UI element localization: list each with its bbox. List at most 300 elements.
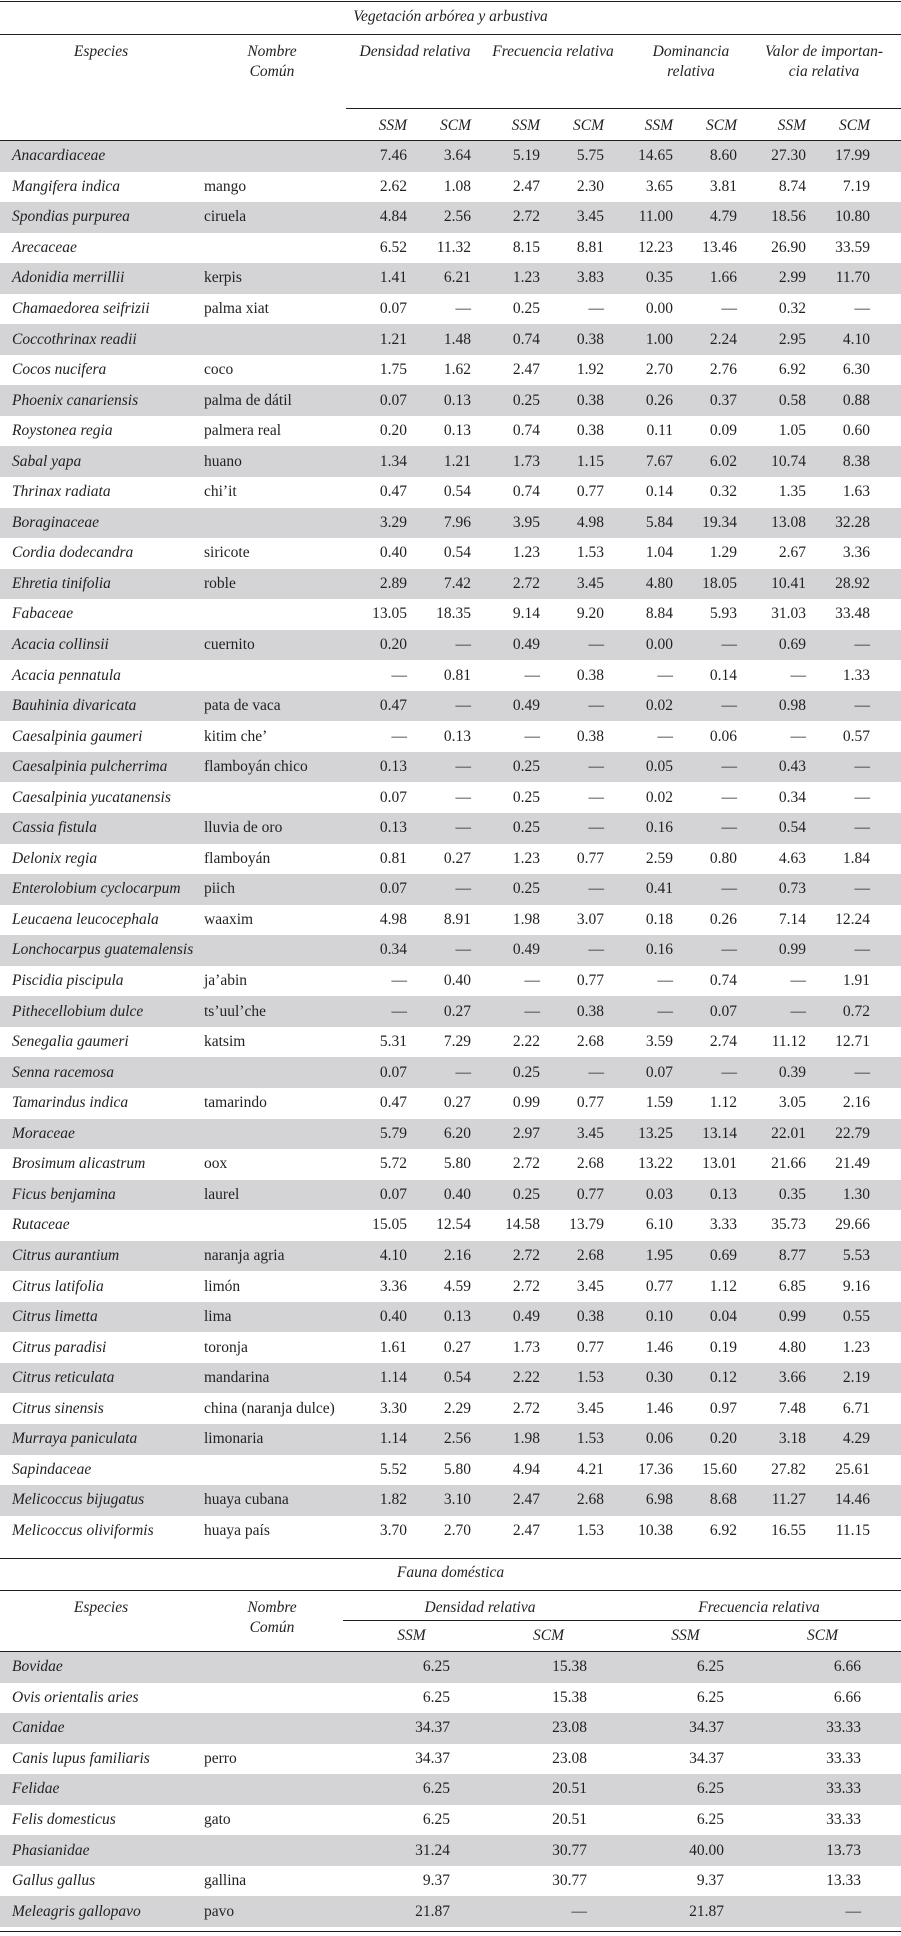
species-cell: Acacia collinsii bbox=[12, 636, 109, 654]
value-cell: 0.25 bbox=[512, 819, 540, 837]
species-cell: Pithecellobium dulce bbox=[12, 1002, 144, 1020]
top-rule bbox=[0, 1, 901, 2]
table-row bbox=[0, 1332, 901, 1363]
table-row bbox=[0, 844, 901, 875]
value-cell: 1.29 bbox=[709, 544, 737, 562]
value-cell: 0.13 bbox=[443, 1308, 471, 1326]
value-cell: 10.80 bbox=[835, 208, 870, 226]
value-cell: — bbox=[455, 941, 471, 959]
value-cell: 0.07 bbox=[709, 1002, 737, 1020]
value-cell: 0.38 bbox=[576, 727, 604, 745]
value-cell: — bbox=[854, 880, 870, 898]
value-cell: 2.47 bbox=[512, 361, 540, 379]
species-cell: Boraginaceae bbox=[12, 513, 99, 531]
value-cell: — bbox=[721, 880, 737, 898]
value-cell: 30.77 bbox=[552, 1872, 587, 1890]
value-cell: 1.46 bbox=[645, 1399, 673, 1417]
common-name-cell bbox=[202, 935, 346, 966]
value-cell: 1.04 bbox=[645, 544, 673, 562]
value-cell: — bbox=[721, 1063, 737, 1081]
species-cell: Citrus reticulata bbox=[12, 1369, 115, 1387]
value-cell: 3.30 bbox=[379, 1399, 407, 1417]
species-cell: Moraceae bbox=[12, 1124, 75, 1142]
common-name-cell: flamboyán bbox=[204, 849, 271, 867]
table-row bbox=[0, 1805, 901, 1836]
value-cell: 1.30 bbox=[842, 1185, 870, 1203]
value-cell: — bbox=[524, 1002, 540, 1020]
value-cell: 2.22 bbox=[512, 1369, 540, 1387]
value-cell: — bbox=[588, 697, 604, 715]
value-cell: 0.06 bbox=[645, 1430, 673, 1448]
value-cell: 27.30 bbox=[771, 147, 806, 165]
table-row bbox=[0, 782, 901, 813]
value-cell: 3.45 bbox=[576, 1399, 604, 1417]
value-cell: 8.38 bbox=[842, 452, 870, 470]
value-cell: — bbox=[588, 880, 604, 898]
value-cell: 0.34 bbox=[778, 788, 806, 806]
value-cell: 0.54 bbox=[443, 544, 471, 562]
species-cell: Melicoccus oliviformis bbox=[12, 1521, 154, 1539]
value-cell: 31.24 bbox=[415, 1841, 450, 1859]
species-cell: Melicoccus bijugatus bbox=[12, 1491, 145, 1509]
value-cell: 0.27 bbox=[443, 1094, 471, 1112]
value-cell: 5.80 bbox=[443, 1155, 471, 1173]
value-cell: 1.73 bbox=[512, 1338, 540, 1356]
value-cell: 4.84 bbox=[379, 208, 407, 226]
value-cell: 1.14 bbox=[379, 1369, 407, 1387]
value-cell: 33.33 bbox=[826, 1780, 861, 1798]
value-cell: 1.46 bbox=[645, 1338, 673, 1356]
value-cell: 15.60 bbox=[702, 1460, 737, 1478]
value-cell: 3.65 bbox=[645, 177, 673, 195]
value-cell: 0.77 bbox=[576, 972, 604, 990]
value-cell: — bbox=[721, 788, 737, 806]
value-cell: — bbox=[721, 697, 737, 715]
table-row bbox=[0, 172, 901, 203]
value-cell: 0.77 bbox=[576, 483, 604, 501]
common-name-cell bbox=[202, 508, 346, 539]
species-cell: Felidae bbox=[12, 1780, 60, 1798]
value-cell: 0.19 bbox=[709, 1338, 737, 1356]
common-name-cell: palma de dátil bbox=[204, 391, 292, 409]
vegetation-subheader bbox=[0, 112, 901, 140]
value-cell: 0.80 bbox=[709, 849, 737, 867]
species-cell: Anacardiaceae bbox=[12, 147, 106, 165]
common-name-cell: kitim che’ bbox=[204, 727, 268, 745]
common-name-cell: lluvia de oro bbox=[204, 819, 283, 837]
value-cell: 5.84 bbox=[645, 513, 673, 531]
value-cell: — bbox=[790, 1002, 806, 1020]
value-cell: 2.30 bbox=[576, 177, 604, 195]
value-cell: 1.59 bbox=[645, 1094, 673, 1112]
value-cell: 1.92 bbox=[576, 361, 604, 379]
value-cell: 33.59 bbox=[835, 238, 870, 256]
value-cell: — bbox=[391, 972, 407, 990]
value-cell: 0.40 bbox=[379, 1308, 407, 1326]
value-cell: 18.05 bbox=[702, 574, 737, 592]
value-cell: 3.36 bbox=[379, 1277, 407, 1295]
value-cell: — bbox=[721, 941, 737, 959]
table-row bbox=[0, 1516, 901, 1547]
common-name-cell: china (naranja dulce) bbox=[204, 1399, 335, 1417]
value-cell: 6.02 bbox=[709, 452, 737, 470]
value-cell: 4.63 bbox=[778, 849, 806, 867]
value-cell: 3.45 bbox=[576, 1124, 604, 1142]
common-name-cell: ciruela bbox=[204, 208, 247, 226]
value-cell: 0.55 bbox=[842, 1308, 870, 1326]
table-row bbox=[0, 1713, 901, 1744]
table-row bbox=[0, 202, 901, 233]
value-cell: 7.67 bbox=[645, 452, 673, 470]
value-cell: 3.70 bbox=[379, 1521, 407, 1539]
value-cell: 3.45 bbox=[576, 1277, 604, 1295]
value-cell: — bbox=[455, 1063, 471, 1081]
value-cell: 0.77 bbox=[576, 1185, 604, 1203]
value-cell: — bbox=[721, 300, 737, 317]
value-cell: 3.45 bbox=[576, 208, 604, 226]
value-cell: 10.41 bbox=[771, 574, 806, 592]
value-cell: 34.37 bbox=[415, 1749, 450, 1767]
species-cell: Caesalpinia yucatanensis bbox=[12, 788, 171, 806]
value-cell: 34.37 bbox=[689, 1719, 724, 1737]
value-cell: 2.47 bbox=[512, 1491, 540, 1509]
value-cell: 33.33 bbox=[826, 1749, 861, 1767]
value-cell: 11.12 bbox=[771, 1033, 806, 1051]
value-cell: 10.74 bbox=[771, 452, 806, 470]
value-cell: — bbox=[588, 300, 604, 317]
value-cell: 26.90 bbox=[771, 238, 806, 256]
common-name-cell: mango bbox=[204, 177, 247, 195]
value-cell: 13.22 bbox=[638, 1155, 673, 1173]
value-cell: — bbox=[455, 636, 471, 654]
value-cell: 0.74 bbox=[512, 483, 540, 501]
table-row bbox=[0, 1835, 901, 1866]
table-row bbox=[0, 905, 901, 936]
value-cell: 5.79 bbox=[379, 1124, 407, 1142]
value-cell: 0.99 bbox=[512, 1094, 540, 1112]
common-name-cell bbox=[202, 1455, 346, 1486]
value-cell: 1.14 bbox=[379, 1430, 407, 1448]
value-cell: 0.07 bbox=[379, 391, 407, 409]
sub-scm: SCM bbox=[573, 117, 604, 134]
value-cell: 0.40 bbox=[379, 544, 407, 562]
value-cell: 0.18 bbox=[645, 910, 673, 928]
value-cell: 12.54 bbox=[436, 1216, 471, 1234]
value-cell: — bbox=[790, 972, 806, 990]
value-cell: 6.66 bbox=[833, 1688, 861, 1706]
common-name-cell: limonaria bbox=[204, 1430, 264, 1448]
value-cell: 0.27 bbox=[443, 849, 471, 867]
value-cell: 4.94 bbox=[512, 1460, 540, 1478]
value-cell: 2.22 bbox=[512, 1033, 540, 1051]
value-cell: 12.24 bbox=[835, 910, 870, 928]
value-cell: 12.23 bbox=[638, 238, 673, 256]
value-cell: 1.75 bbox=[379, 361, 407, 379]
value-cell: 2.70 bbox=[645, 361, 673, 379]
value-cell: 0.20 bbox=[379, 422, 407, 440]
value-cell: 0.38 bbox=[576, 330, 604, 348]
value-cell: 8.68 bbox=[709, 1491, 737, 1509]
value-cell: 0.10 bbox=[645, 1308, 673, 1326]
value-cell: 3.07 bbox=[576, 910, 604, 928]
value-cell: — bbox=[657, 666, 673, 684]
value-cell: 14.46 bbox=[835, 1491, 870, 1509]
value-cell: 1.53 bbox=[576, 1521, 604, 1539]
value-cell: — bbox=[854, 697, 870, 715]
value-cell: 0.02 bbox=[645, 788, 673, 806]
value-cell: 0.07 bbox=[379, 1063, 407, 1081]
value-cell: 1.05 bbox=[778, 422, 806, 440]
value-cell: 1.23 bbox=[512, 544, 540, 562]
fauna-header-species: Especies bbox=[73, 1599, 129, 1616]
value-cell: 3.18 bbox=[778, 1430, 806, 1448]
value-cell: 0.20 bbox=[379, 636, 407, 654]
value-cell: 0.38 bbox=[576, 422, 604, 440]
value-cell: 3.33 bbox=[709, 1216, 737, 1234]
species-cell: Canidae bbox=[12, 1719, 65, 1737]
table-row bbox=[0, 691, 901, 722]
value-cell: — bbox=[657, 727, 673, 745]
value-cell: 21.87 bbox=[689, 1902, 724, 1920]
table-row bbox=[0, 1424, 901, 1455]
value-cell: 1.63 bbox=[842, 483, 870, 501]
value-cell: 23.08 bbox=[552, 1749, 587, 1767]
species-cell: Piscidia piscipula bbox=[12, 972, 124, 990]
value-cell: 3.29 bbox=[379, 513, 407, 531]
species-cell: Citrus latifolia bbox=[12, 1277, 104, 1295]
table-row bbox=[0, 477, 901, 508]
fauna-header-density: Densidad relativa bbox=[424, 1599, 536, 1616]
table-row bbox=[0, 1057, 901, 1088]
value-cell: 2.74 bbox=[709, 1033, 737, 1051]
species-cell: Tamarindus indica bbox=[12, 1094, 129, 1112]
value-cell: 0.98 bbox=[778, 697, 806, 715]
value-cell: 1.34 bbox=[379, 452, 407, 470]
value-cell: 1.53 bbox=[576, 1369, 604, 1387]
value-cell: 0.13 bbox=[379, 819, 407, 837]
value-cell: 11.70 bbox=[835, 269, 870, 287]
value-cell: 5.19 bbox=[512, 147, 540, 165]
value-cell: 4.79 bbox=[709, 208, 737, 226]
value-cell: 2.59 bbox=[645, 849, 673, 867]
species-cell: Arecaceae bbox=[12, 238, 77, 256]
value-cell: 17.99 bbox=[835, 147, 870, 165]
value-cell: 0.07 bbox=[379, 880, 407, 898]
value-cell: 6.71 bbox=[842, 1399, 870, 1417]
value-cell: 33.48 bbox=[835, 605, 870, 623]
value-cell: 4.59 bbox=[443, 1277, 471, 1295]
value-cell: 0.05 bbox=[645, 758, 673, 776]
value-cell: 0.26 bbox=[709, 910, 737, 928]
value-cell: 0.14 bbox=[709, 666, 737, 684]
value-cell: 0.49 bbox=[512, 697, 540, 715]
species-cell: Bauhinia divaricata bbox=[12, 697, 137, 715]
value-cell: 15.05 bbox=[372, 1216, 407, 1234]
common-name-cell bbox=[202, 1713, 343, 1744]
value-cell: 7.48 bbox=[778, 1399, 806, 1417]
sub-scm: SCM bbox=[706, 117, 737, 134]
header-density: Densidad relativa bbox=[359, 43, 471, 60]
sub-scm: SCM bbox=[839, 117, 870, 134]
value-cell: 6.25 bbox=[422, 1658, 450, 1676]
table-row bbox=[0, 1485, 901, 1516]
value-cell: — bbox=[854, 941, 870, 959]
value-cell: — bbox=[455, 697, 471, 715]
value-cell: 6.10 bbox=[645, 1216, 673, 1234]
value-cell: 5.93 bbox=[709, 605, 737, 623]
value-cell: 40.00 bbox=[689, 1841, 724, 1859]
common-name-cell bbox=[202, 1835, 343, 1866]
table-row bbox=[0, 355, 901, 386]
value-cell: 0.77 bbox=[576, 849, 604, 867]
common-name-cell: palma xiat bbox=[204, 300, 269, 317]
value-cell: 0.13 bbox=[443, 391, 471, 409]
value-cell: 1.91 bbox=[842, 972, 870, 990]
value-cell: 0.38 bbox=[576, 1308, 604, 1326]
value-cell: 0.49 bbox=[512, 1308, 540, 1326]
common-name-cell: lima bbox=[204, 1308, 232, 1326]
value-cell: 3.66 bbox=[778, 1369, 806, 1387]
species-cell: Caesalpinia pulcherrima bbox=[12, 758, 168, 776]
value-cell: 2.19 bbox=[842, 1369, 870, 1387]
value-cell: 1.21 bbox=[379, 330, 407, 348]
value-cell: 2.72 bbox=[512, 574, 540, 592]
value-cell: 9.20 bbox=[576, 605, 604, 623]
common-name-cell bbox=[202, 1683, 343, 1714]
species-cell: Spondias purpurea bbox=[12, 208, 130, 226]
table-row bbox=[0, 1683, 901, 1714]
value-cell: 0.27 bbox=[443, 1002, 471, 1020]
value-cell: 0.81 bbox=[379, 849, 407, 867]
value-cell: — bbox=[391, 1002, 407, 1020]
value-cell: 0.41 bbox=[645, 880, 673, 898]
value-cell: 6.85 bbox=[778, 1277, 806, 1295]
species-cell: Cocos nucifera bbox=[12, 361, 107, 379]
header-frequency: Frecuencia relativa bbox=[492, 43, 614, 60]
value-cell: 0.47 bbox=[379, 483, 407, 501]
value-cell: 18.56 bbox=[771, 208, 806, 226]
value-cell: 13.05 bbox=[372, 605, 407, 623]
value-cell: — bbox=[657, 972, 673, 990]
value-cell: 9.16 bbox=[842, 1277, 870, 1295]
value-cell: 2.99 bbox=[778, 269, 806, 287]
value-cell: 0.06 bbox=[709, 727, 737, 745]
fauna-table-body bbox=[0, 1652, 901, 1927]
species-cell: Lonchocarpus guatemalensis bbox=[12, 941, 194, 959]
value-cell: 3.05 bbox=[778, 1094, 806, 1112]
value-cell: 1.53 bbox=[576, 544, 604, 562]
value-cell: — bbox=[854, 758, 870, 776]
value-cell: — bbox=[721, 636, 737, 654]
value-cell: 3.83 bbox=[576, 269, 604, 287]
common-name-cell: gato bbox=[204, 1811, 231, 1828]
value-cell: 2.56 bbox=[443, 1430, 471, 1448]
value-cell: 0.13 bbox=[379, 758, 407, 776]
common-name-cell: toronja bbox=[204, 1338, 248, 1356]
value-cell: 0.81 bbox=[443, 666, 471, 684]
value-cell: 2.72 bbox=[512, 1246, 540, 1264]
value-cell: — bbox=[588, 758, 604, 776]
value-cell: — bbox=[854, 1063, 870, 1081]
common-name-cell: naranja agria bbox=[204, 1246, 285, 1264]
table-row bbox=[0, 294, 901, 325]
table-row bbox=[0, 966, 901, 997]
common-name-cell: ja’abin bbox=[204, 972, 248, 990]
value-cell: 19.34 bbox=[702, 513, 737, 531]
header-species: Especies bbox=[73, 43, 129, 60]
value-cell: — bbox=[721, 758, 737, 776]
value-cell: 0.77 bbox=[576, 1094, 604, 1112]
species-cell: Acacia pennatula bbox=[12, 666, 121, 684]
value-cell: 1.35 bbox=[778, 483, 806, 501]
value-cell: 0.54 bbox=[443, 483, 471, 501]
value-cell: 1.48 bbox=[443, 330, 471, 348]
value-cell: 6.25 bbox=[696, 1780, 724, 1798]
value-cell: 1.12 bbox=[709, 1094, 737, 1112]
common-name-cell: kerpis bbox=[204, 269, 242, 287]
value-cell: 0.02 bbox=[645, 697, 673, 715]
value-cell: 5.53 bbox=[842, 1246, 870, 1264]
title-rule bbox=[0, 34, 901, 35]
value-cell: 11.15 bbox=[835, 1521, 870, 1539]
value-cell: 0.77 bbox=[576, 1338, 604, 1356]
value-cell: 29.66 bbox=[835, 1216, 870, 1234]
value-cell: 7.19 bbox=[842, 177, 870, 195]
fauna-sub-ssm: SSM bbox=[397, 1627, 426, 1644]
common-name-cell bbox=[202, 141, 346, 172]
value-cell: 35.73 bbox=[771, 1216, 806, 1234]
species-cell: Chamaedorea seifrizii bbox=[12, 300, 150, 317]
species-cell: Citrus sinensis bbox=[12, 1399, 104, 1417]
value-cell: 2.16 bbox=[443, 1246, 471, 1264]
vegetation-title: Vegetación arbórea y arbustiva bbox=[353, 8, 548, 25]
table-row bbox=[0, 1180, 901, 1211]
value-cell: 2.95 bbox=[778, 330, 806, 348]
value-cell: — bbox=[391, 666, 407, 684]
common-name-cell bbox=[202, 660, 346, 691]
table-row bbox=[0, 1652, 901, 1683]
common-name-cell bbox=[202, 1774, 343, 1805]
common-name-cell: oox bbox=[204, 1155, 228, 1173]
sub-scm: SCM bbox=[440, 117, 471, 134]
value-cell: — bbox=[455, 758, 471, 776]
value-cell: 1.21 bbox=[443, 452, 471, 470]
value-cell: 13.25 bbox=[638, 1124, 673, 1142]
value-cell: 0.04 bbox=[709, 1308, 737, 1326]
sub-ssm: SSM bbox=[777, 117, 806, 134]
value-cell: 0.12 bbox=[709, 1369, 737, 1387]
value-cell: 8.77 bbox=[778, 1246, 806, 1264]
value-cell: 14.65 bbox=[638, 147, 673, 165]
value-cell: 2.72 bbox=[512, 1155, 540, 1173]
common-name-cell: limón bbox=[204, 1277, 241, 1295]
value-cell: 1.53 bbox=[576, 1430, 604, 1448]
species-cell: Gallus gallus bbox=[12, 1872, 96, 1890]
value-cell: 0.35 bbox=[778, 1185, 806, 1203]
value-cell: 4.98 bbox=[379, 910, 407, 928]
table-row bbox=[0, 446, 901, 477]
value-cell: 9.37 bbox=[422, 1872, 450, 1890]
common-name-cell: chi’it bbox=[204, 483, 237, 501]
value-cell: 0.25 bbox=[512, 880, 540, 898]
value-cell: — bbox=[455, 819, 471, 837]
value-cell: 2.76 bbox=[709, 361, 737, 379]
value-cell: 0.07 bbox=[645, 1063, 673, 1081]
value-cell: 1.33 bbox=[842, 666, 870, 684]
value-cell: 6.25 bbox=[422, 1780, 450, 1798]
value-cell: 2.56 bbox=[443, 208, 471, 226]
value-cell: — bbox=[790, 727, 806, 745]
